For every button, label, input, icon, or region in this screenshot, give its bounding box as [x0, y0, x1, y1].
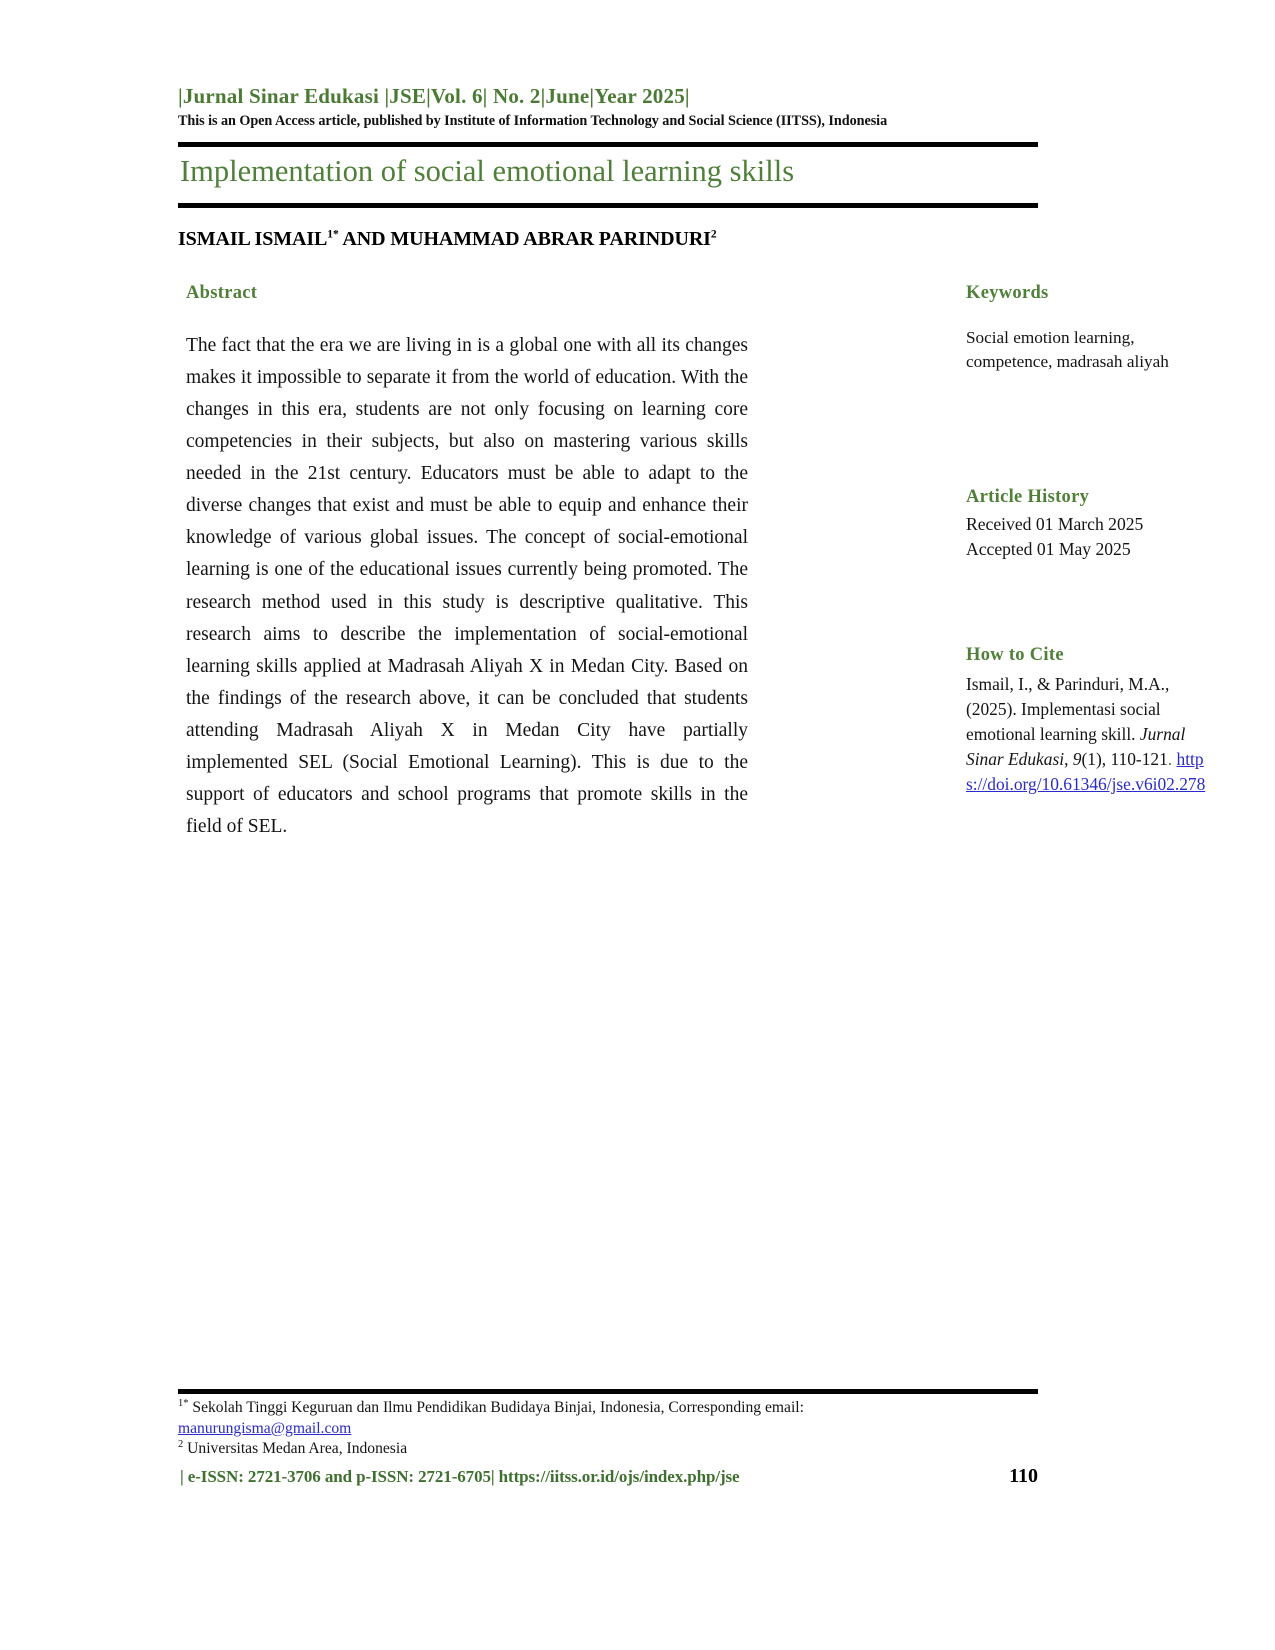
- keywords-block: [966, 283, 1218, 375]
- citation-volume: 9: [1072, 749, 1082, 770]
- author-primary-footnote-marker: 1*: [327, 228, 339, 241]
- affiliation-1: [178, 1398, 1038, 1419]
- author-line: [178, 228, 717, 251]
- affiliation-2-text: Universitas Medan Area, Indonesia: [183, 1440, 408, 1458]
- abstract-text: The fact that the era we are living in is a global one with all its changes makes it impossible to separate it from the world of education. With the changes in this era, students are not only focusing on learning core competencies in their subjects, but also on mastering various skills needed in the 21st century. Educators must be able to adapt to the diverse changes that exist and must be able to equip and enhance their knowledge of various global issues. The concept of social-emotional learning is one of the educational issues currently being promoted. The research method used in this study is descriptive qualitative. This research aims to describe the implementation of social-emotional learning skills applied at Madrasah Aliyah X in Medan City. Based on the findings of the research above, it can be concluded that students attending Madrasah Aliyah X in Medan City have partially implemented SEL (Social Emotional Learning). This is due to the support of educators and school programs that promote skills in the field of SEL.: [186, 335, 748, 837]
- open-access-statement: This is an Open Access article, published by Institute of Information Technology and Social Science (IITSS), Indonesia: [178, 113, 888, 130]
- footer-issn-bar: [180, 1465, 1038, 1488]
- email-link[interactable]: manurungisma@gmail.com: [178, 1419, 352, 1437]
- masthead: [178, 84, 1038, 130]
- citation-year-title: (2025). Implementasi social emotional learning skill.: [966, 698, 1161, 744]
- accepted-date: Accepted 01 May 2025: [966, 539, 1131, 560]
- keywords-heading: Keywords: [966, 283, 1049, 303]
- author-secondary-footnote-marker: 2: [710, 228, 717, 241]
- journal-masthead-title: |Jurnal Sinar Edukasi |JSE|Vol. 6| No. 2|June|Year 2025|: [178, 84, 690, 108]
- corresponding-email-line: [178, 1419, 1038, 1440]
- abstract-column: [186, 283, 748, 843]
- horizontal-rule-top: [178, 142, 1038, 147]
- abstract-heading: Abstract: [186, 283, 258, 303]
- doi-link[interactable]: https://doi.org/10.61346/jse.v6i02.278: [966, 749, 1206, 795]
- affiliation-1-marker: 1*: [178, 1397, 189, 1409]
- affiliation-2: [178, 1439, 1038, 1460]
- author-primary: ISMAIL ISMAIL: [178, 228, 328, 250]
- citation-pages: 110-121: [1110, 749, 1168, 770]
- citation-authors: Ismail, I., & Parinduri, M.A.,: [966, 673, 1170, 694]
- keywords-text: Social emotion learning, competence, madrasah aliyah: [966, 328, 1169, 372]
- page-title: Implementation of social emotional learning skills: [180, 154, 795, 188]
- journal-article-page: [178, 0, 1206, 1650]
- horizontal-rule-footer: [178, 1389, 1038, 1394]
- horizontal-rule-below-title: [178, 203, 1038, 208]
- affiliation-1-text: Sekolah Tinggi Keguruan dan Ilmu Pendidikan Budidaya Binjai, Indonesia, Corresponding email:: [188, 1399, 804, 1416]
- page-number: 110: [1009, 1465, 1038, 1487]
- author-conjunction-and-second: AND MUHAMMAD ABRAR PARINDURI: [338, 228, 711, 250]
- received-date: Received 01 March 2025: [966, 513, 1144, 534]
- affiliation-2-marker: 2: [178, 1439, 184, 1451]
- citation-journal-name: Jurnal Sinar Edukasi: [966, 723, 1186, 770]
- how-to-cite-heading: How to Cite: [966, 644, 1064, 665]
- metadata-column: [966, 283, 1218, 798]
- article-history-block: [966, 487, 1218, 563]
- footnotes: [178, 1398, 1038, 1460]
- citation-issue: (1),: [1081, 749, 1107, 770]
- issn-and-website: | e-ISSN: 2721-3706 and p-ISSN: 2721-6705| https://iitss.or.id/ojs/index.php/jse: [180, 1467, 740, 1486]
- how-to-cite-block: [966, 645, 1218, 798]
- article-history-heading: Article History: [966, 486, 1090, 507]
- citation-pages-period: .: [1167, 749, 1173, 770]
- citation-text: Ismail, I., & Parinduri, M.A., (2025). Implementasi social emotional learning skill. Jurnal Sinar Edukasi, 9(1), 110-121. https://doi.org/10.61346/jse.v6i02.278: [966, 673, 1206, 795]
